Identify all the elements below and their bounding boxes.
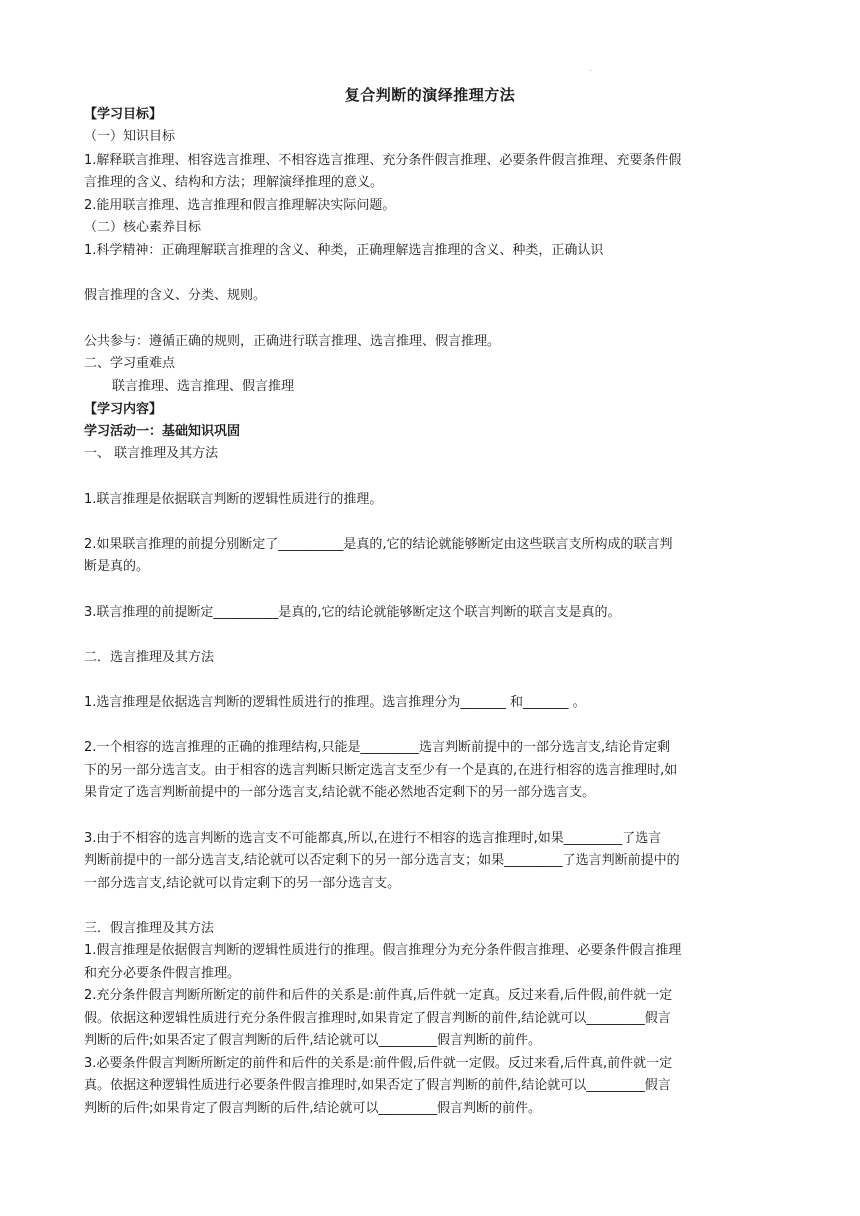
text-line: 3.由于不相容的选言判断的选言支不可能都真,所以,在进行不相容的选言推理时,如果_________了选言 bbox=[84, 831, 662, 846]
text-line: （一）知识目标 bbox=[84, 129, 176, 144]
section-heading: 【学习目标】 bbox=[84, 107, 163, 122]
text-line: 二．选言推理及其方法 bbox=[84, 650, 215, 665]
text-line: 3.必要条件假言判断所断定的前件和后件的关系是:前件假,后件就一定假。反过来看,后件真,前件就一定 bbox=[84, 1056, 673, 1071]
text-line: 和充分必要条件假言推理。 bbox=[84, 966, 241, 981]
text-line: 真。依据这种逻辑性质进行必要条件假言推理时,如果否定了假言判断的前件,结论就可以_________假言 bbox=[84, 1078, 671, 1093]
text-line: 2.能用联言推理、选言推理和假言推理解决实际问题。 bbox=[84, 198, 396, 213]
text-line: 一部分选言支,结论就可以肯定剩下的另一部分选言支。 bbox=[84, 876, 401, 891]
text-line: 假。依据这种逻辑性质进行充分条件假言推理时,如果肯定了假言判断的前件,结论就可以_________假言 bbox=[84, 1011, 671, 1026]
activity-heading: 学习活动一：基础知识巩固 bbox=[84, 424, 241, 439]
text-line: 1.联言推理是依据联言判断的逻辑性质进行的推理。 bbox=[84, 492, 383, 507]
text-line: 1.选言推理是依据选言判断的逻辑性质进行的推理。选言推理分为_______ 和_______ 。 bbox=[84, 695, 586, 710]
text-line: 1.解释联言推理、相容选言推理、不相容选言推理、充分条件假言推理、必要条件假言推理、充要条件假 bbox=[84, 153, 682, 168]
text-line: 假言推理的含义、分类、规则。 bbox=[84, 288, 267, 303]
text-line: 1.假言推理是依据假言判断的逻辑性质进行的推理。假言推理分为充分条件假言推理、必要条件假言推理 bbox=[84, 943, 682, 958]
text-line: 2.如果联言推理的前提分别断定了__________是真的,它的结论就能够断定由这些联言支所构成的联言判 bbox=[84, 537, 673, 552]
text-line: 下的另一部分选言支。由于相容的选言判断只断定选言支至少有一个是真的,在进行相容的选言推理时,如 bbox=[84, 763, 678, 778]
text-line: 联言推理、选言推理、假言推理 bbox=[112, 379, 295, 394]
text-line: 1.科学精神：正确理解联言推理的含义、种类，正确理解选言推理的含义、种类，正确认识 bbox=[84, 243, 604, 258]
text-line: （二）核心素养目标 bbox=[84, 220, 202, 235]
text-line: 判断前提中的一部分选言支,结论就可以否定剩下的另一部分选言支；如果_________了选言判断前提中的 bbox=[84, 853, 680, 868]
text-line: 二、学习重难点 bbox=[84, 356, 176, 371]
page-title: 复合判断的演绎推理方法 bbox=[344, 86, 516, 104]
text-line: 判断的后件;如果肯定了假言判断的后件,结论就可以_________假言判断的前件。 bbox=[84, 1101, 542, 1116]
text-line: 果肯定了选言判断前提中的一部分选言支,结论就不能必然地否定剩下的另一部分选言支。 bbox=[84, 785, 596, 800]
text-line: 2.一个相容的选言推理的正确的推理结构,只能是_________选言判断前提中的一部分选言支,结论肯定剩 bbox=[84, 740, 671, 755]
text-line: 判断的后件;如果否定了假言判断的后件,结论就可以_________假言判断的前件。 bbox=[84, 1033, 542, 1048]
text-line: 断是真的。 bbox=[84, 559, 150, 574]
text-line: 公共参与：遵循正确的规则，正确进行联言推理、选言推理、假言推理。 bbox=[84, 334, 501, 349]
text-line: 三．假言推理及其方法 bbox=[84, 921, 215, 936]
section-heading: 【学习内容】 bbox=[84, 402, 163, 417]
text-line: 3.联言推理的前提断定__________是真的,它的结论就能够断定这个联言判断的联言支是真的。 bbox=[84, 605, 621, 620]
text-line: 言推理的含义、结构和方法；理解演绎推理的意义。 bbox=[84, 175, 384, 190]
text-line: 2.充分条件假言判断所断定的前件和后件的关系是:前件真,后件就一定真。反过来看,后件假,前件就一定 bbox=[84, 988, 673, 1003]
text-line: 一、 联言推理及其方法 bbox=[84, 446, 219, 461]
corner-mark: . bbox=[590, 66, 592, 73]
